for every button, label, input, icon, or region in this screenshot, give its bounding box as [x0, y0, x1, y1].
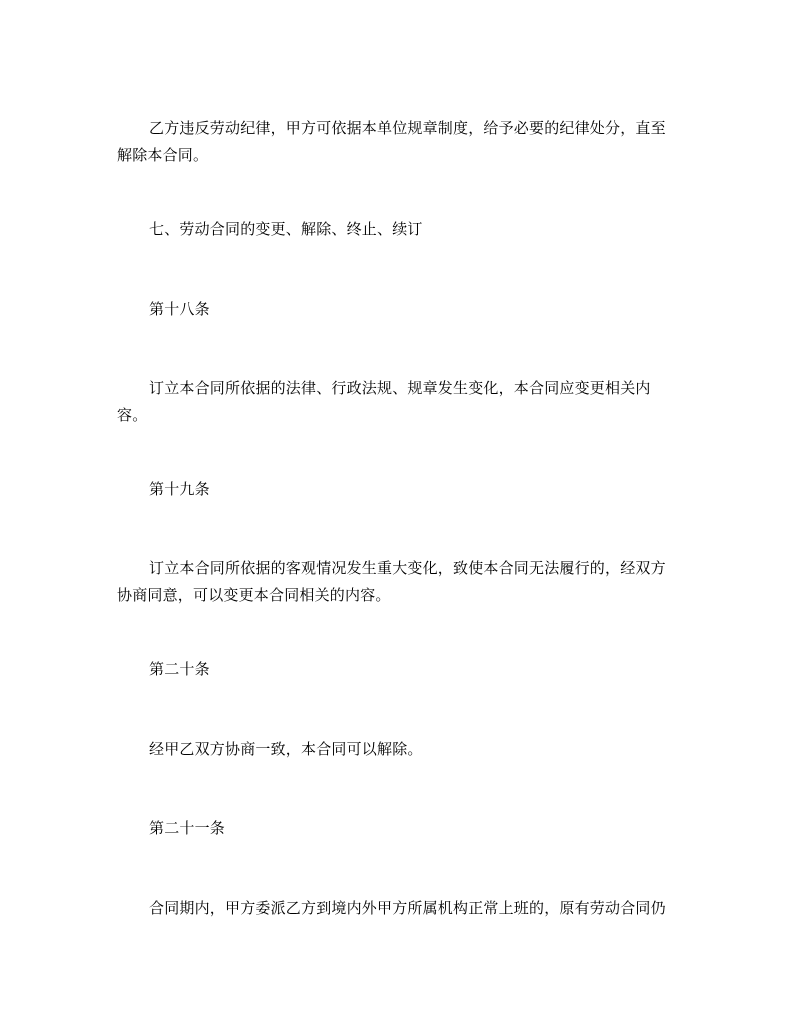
paragraph-discipline [117, 115, 687, 169]
paragraph-line: 订立本合同所依据的法律、行政法规、规章发生变化，本合同应变更相关内 [149, 379, 651, 397]
paragraph-article-20: 经甲乙双方协商一致，本合同可以解除。 [149, 740, 423, 758]
section-heading: 七、劳动合同的变更、解除、终止、续订 [149, 220, 423, 238]
paragraph-line: 订立本合同所依据的客观情况发生重大变化，致使本合同无法履行的，经双方 [149, 559, 666, 577]
article-heading-19: 第十九条 [149, 480, 210, 498]
paragraph-article-21 [117, 895, 687, 922]
paragraph-line: 协商同意，可以变更本合同相关的内容。 [117, 586, 391, 604]
paragraph-article-18 [117, 375, 687, 429]
article-heading-18: 第十八条 [149, 300, 210, 318]
paragraph-line: 乙方违反劳动纪律，甲方可依据本单位规章制度，给予必要的纪律处分，直至 [149, 119, 666, 137]
paragraph-line: 合同期内，甲方委派乙方到境内外甲方所属机构正常上班的，原有劳动合同仍 [149, 899, 666, 917]
paragraph-line: 解除本合同。 [117, 146, 209, 164]
paragraph-article-19 [117, 555, 687, 609]
article-heading-20: 第二十条 [149, 660, 210, 678]
article-heading-21: 第二十一条 [149, 819, 226, 837]
paragraph-line: 容。 [117, 406, 148, 424]
